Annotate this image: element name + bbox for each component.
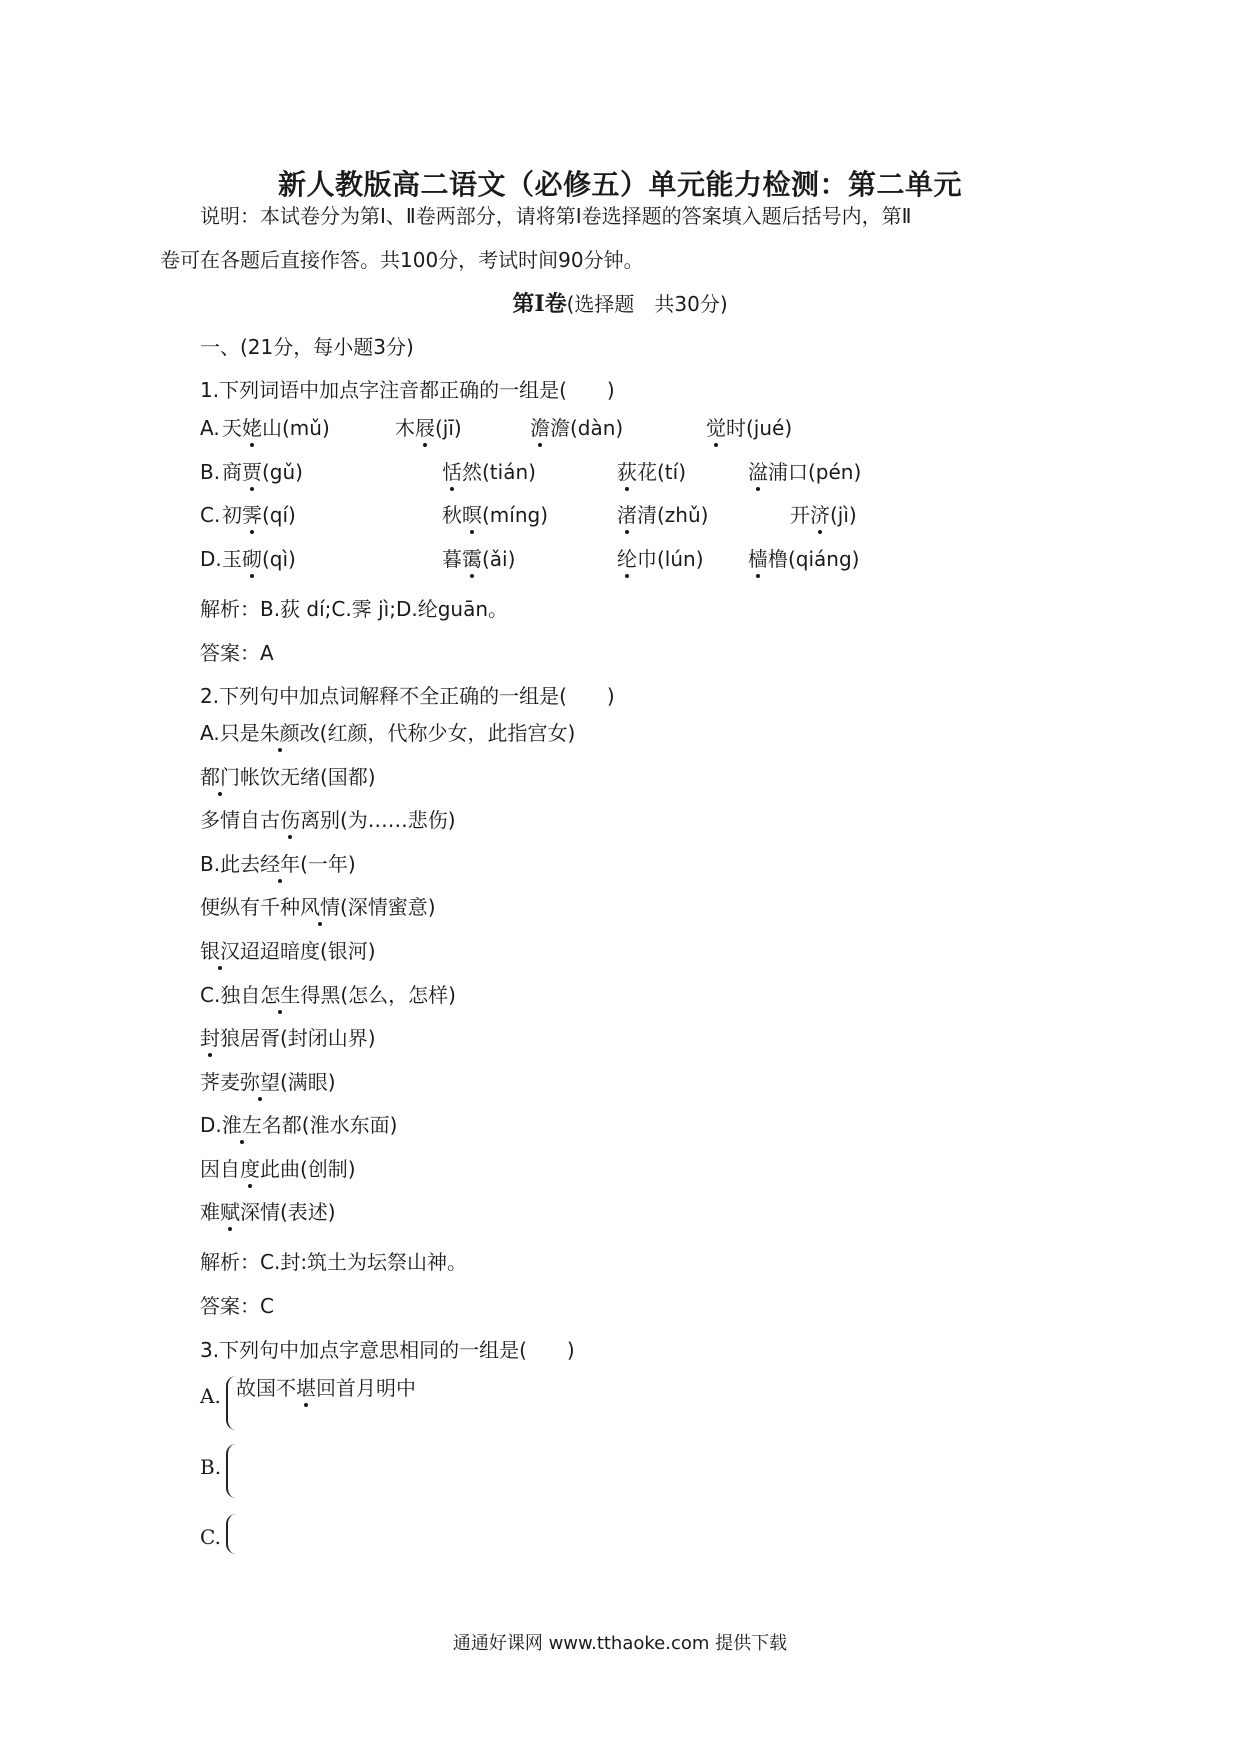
option-item: 秋暝(míng)	[442, 503, 549, 527]
page-footer: 通通好课网 www.tthaoke.com 提供下载	[452, 1633, 788, 1654]
option-item: 荻花(tí)	[617, 460, 687, 484]
section-heading	[0, 292, 1240, 316]
option-item: 樯橹(qiáng)	[748, 547, 860, 571]
option-label: B.	[200, 460, 221, 484]
q2-line: D.淮左名都(淮水东面)	[200, 1113, 398, 1137]
option-item: 玉砌(qì)	[222, 547, 296, 571]
q2-line: C.独自怎生得黑(怎么，怎样)	[200, 983, 456, 1007]
option-item: 天姥山(mǔ)	[222, 416, 330, 440]
option-item: 湓浦口(pén)	[748, 460, 862, 484]
q2-line: 难赋深情(表述)	[200, 1200, 336, 1224]
q2-line: 都门帐饮无绪(国都)	[200, 765, 376, 789]
q2-line: B.此去经年(一年)	[200, 852, 356, 876]
option-label: C.	[200, 503, 221, 527]
option-item: 暮霭(ǎi)	[442, 547, 516, 571]
q2-line: 银汉迢迢暗度(银河)	[200, 939, 376, 963]
option-item: 木屐(jī)	[395, 416, 462, 440]
option-item: 开济(jì)	[790, 503, 857, 527]
intro-line-2: 卷可在各题后直接作答。共100分，考试时间90分钟。	[160, 248, 644, 272]
section-sub: (选择题 共30分)	[566, 292, 728, 316]
option-item: 渚清(zhǔ)	[617, 503, 709, 527]
q2-line: 封狼居胥(封闭山界)	[200, 1026, 376, 1050]
q2-line: 便纵有千种风情(深情蜜意)	[200, 895, 436, 919]
brace-icon	[226, 1514, 238, 1554]
option-item: 初霁(qí)	[222, 503, 296, 527]
brace-icon	[226, 1444, 238, 1498]
q1-answer: 答案：A	[200, 641, 274, 665]
q2-line: 多情自古伤离别(为……悲伤)	[200, 808, 456, 832]
q1-stem: 1.下列词语中加点字注音都正确的一组是( )	[200, 378, 615, 402]
option-item: 恬然(tián)	[442, 460, 536, 484]
option-label: D.	[200, 547, 222, 571]
q1-analysis: 解析：B.荻 dí;C.霁 jì;D.纶guān。	[200, 597, 509, 621]
option-label: A.	[200, 1384, 221, 1408]
option-label: A.	[200, 416, 220, 440]
part-heading: 一、(21分，每小题3分)	[200, 335, 414, 359]
q2-line: 荠麦弥望(满眼)	[200, 1070, 336, 1094]
page-title: 新人教版高二语文（必修五）单元能力检测：第二单元	[277, 168, 962, 201]
q2-stem: 2.下列句中加点词解释不全正确的一组是( )	[200, 684, 615, 708]
option-item: 觉时(jué)	[706, 416, 793, 440]
section-head: 第Ⅰ卷	[512, 291, 567, 317]
option-item: 商贾(gǔ)	[222, 460, 303, 484]
q2-line: 因自度此曲(创制)	[200, 1157, 356, 1181]
option-item: 纶巾(lún)	[617, 547, 704, 571]
intro-line-1: 说明：本试卷分为第Ⅰ、Ⅱ卷两部分，请将第Ⅰ卷选择题的答案填入题后括号内，第Ⅱ	[200, 204, 912, 228]
q3-stem: 3.下列句中加点字意思相同的一组是( )	[200, 1338, 575, 1362]
q2-analysis: 解析：C.封:筑土为坛祭山神。	[200, 1250, 468, 1274]
option-item: 澹澹(dàn)	[530, 416, 624, 440]
q2-line: A.只是朱颜改(红颜，代称少女，此指宫女)	[200, 721, 576, 745]
q2-answer: 答案：C	[200, 1294, 274, 1318]
option-label: C.	[200, 1525, 221, 1549]
option-label: B.	[200, 1455, 222, 1479]
option-item: 故国不堪回首月明中	[236, 1376, 416, 1400]
